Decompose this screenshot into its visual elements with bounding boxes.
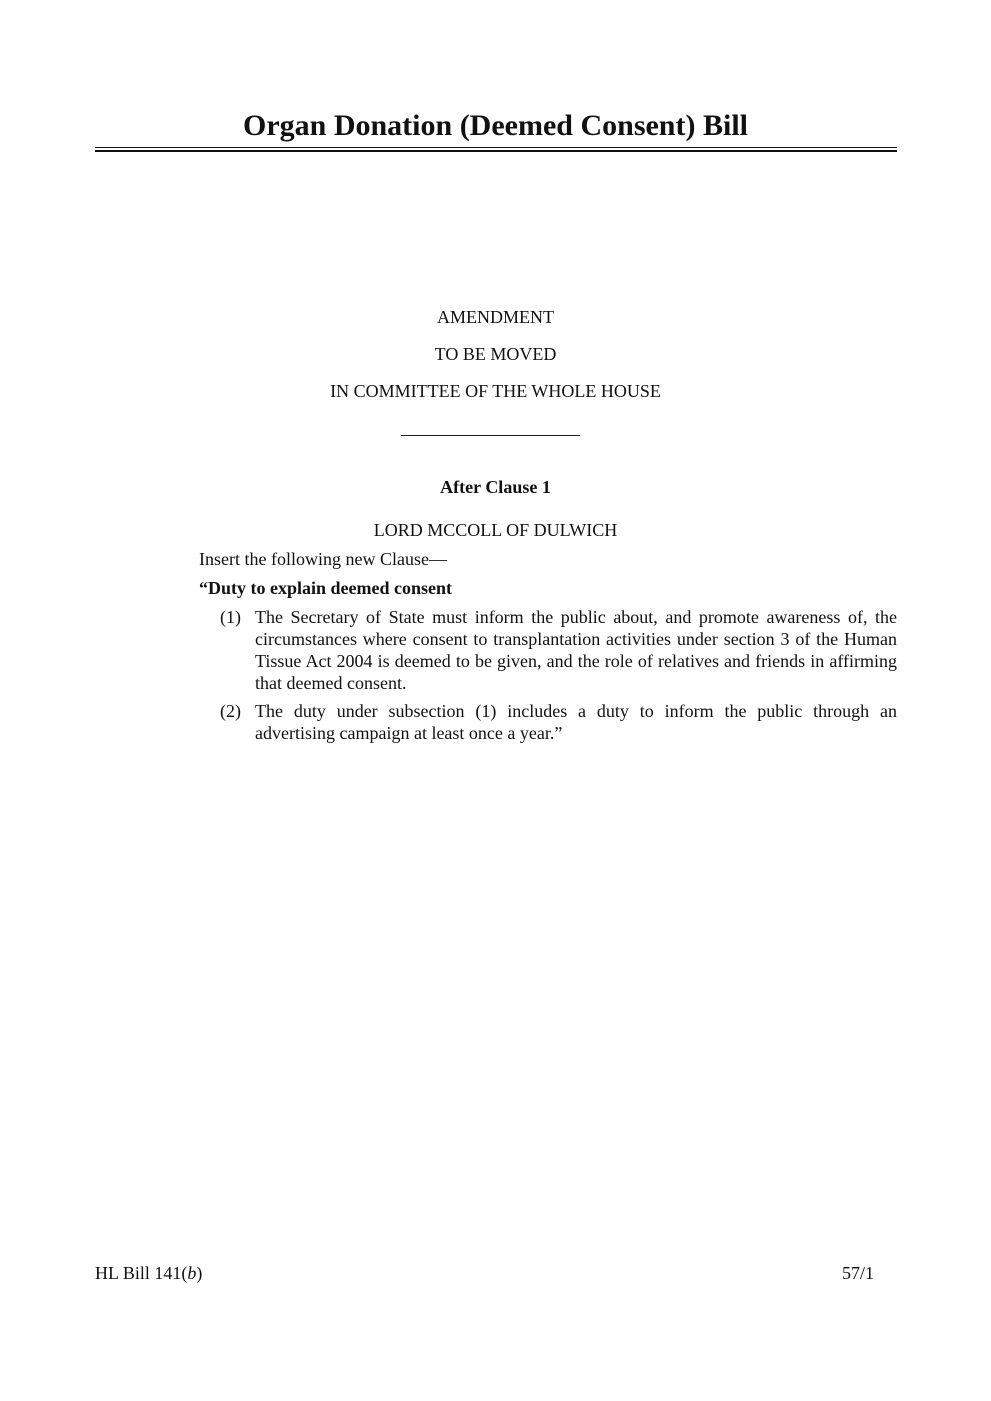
subsection-text: The Secretary of State must inform the public about, and promote awareness of, the circumstances where consent to transplantation activities under section 3 of the Human Tissue Act 2004 is deemed to be given, and the role of relatives and friends in affirming that deemed consent. <box>255 607 897 693</box>
bill-title: Organ Donation (Deemed Consent) Bill <box>243 109 748 142</box>
section-divider <box>401 435 580 436</box>
page-reference: 57/1 <box>842 1263 875 1283</box>
mover-name: LORD MCCOLL OF DULWICH <box>373 520 618 540</box>
subsection-number: (1) <box>220 607 241 627</box>
title-rule-thick <box>95 150 897 152</box>
new-clause-title: “Duty to explain deemed consent <box>199 578 452 598</box>
insert-instruction: Insert the following new Clause— <box>199 549 447 569</box>
clause-heading: After Clause 1 <box>440 477 551 497</box>
committee-heading: IN COMMITTEE OF THE WHOLE HOUSE <box>330 381 661 401</box>
amendment-heading: AMENDMENT <box>437 307 554 327</box>
subsection-number: (2) <box>220 701 241 721</box>
to-be-moved-heading: TO BE MOVED <box>434 344 557 364</box>
subsection-text: The duty under subsection (1) includes a duty to inform the public through an advertising campaign at least once a year.” <box>255 701 897 743</box>
bill-reference: HL Bill 141(b) <box>95 1263 203 1283</box>
title-rule-thin <box>95 147 897 148</box>
